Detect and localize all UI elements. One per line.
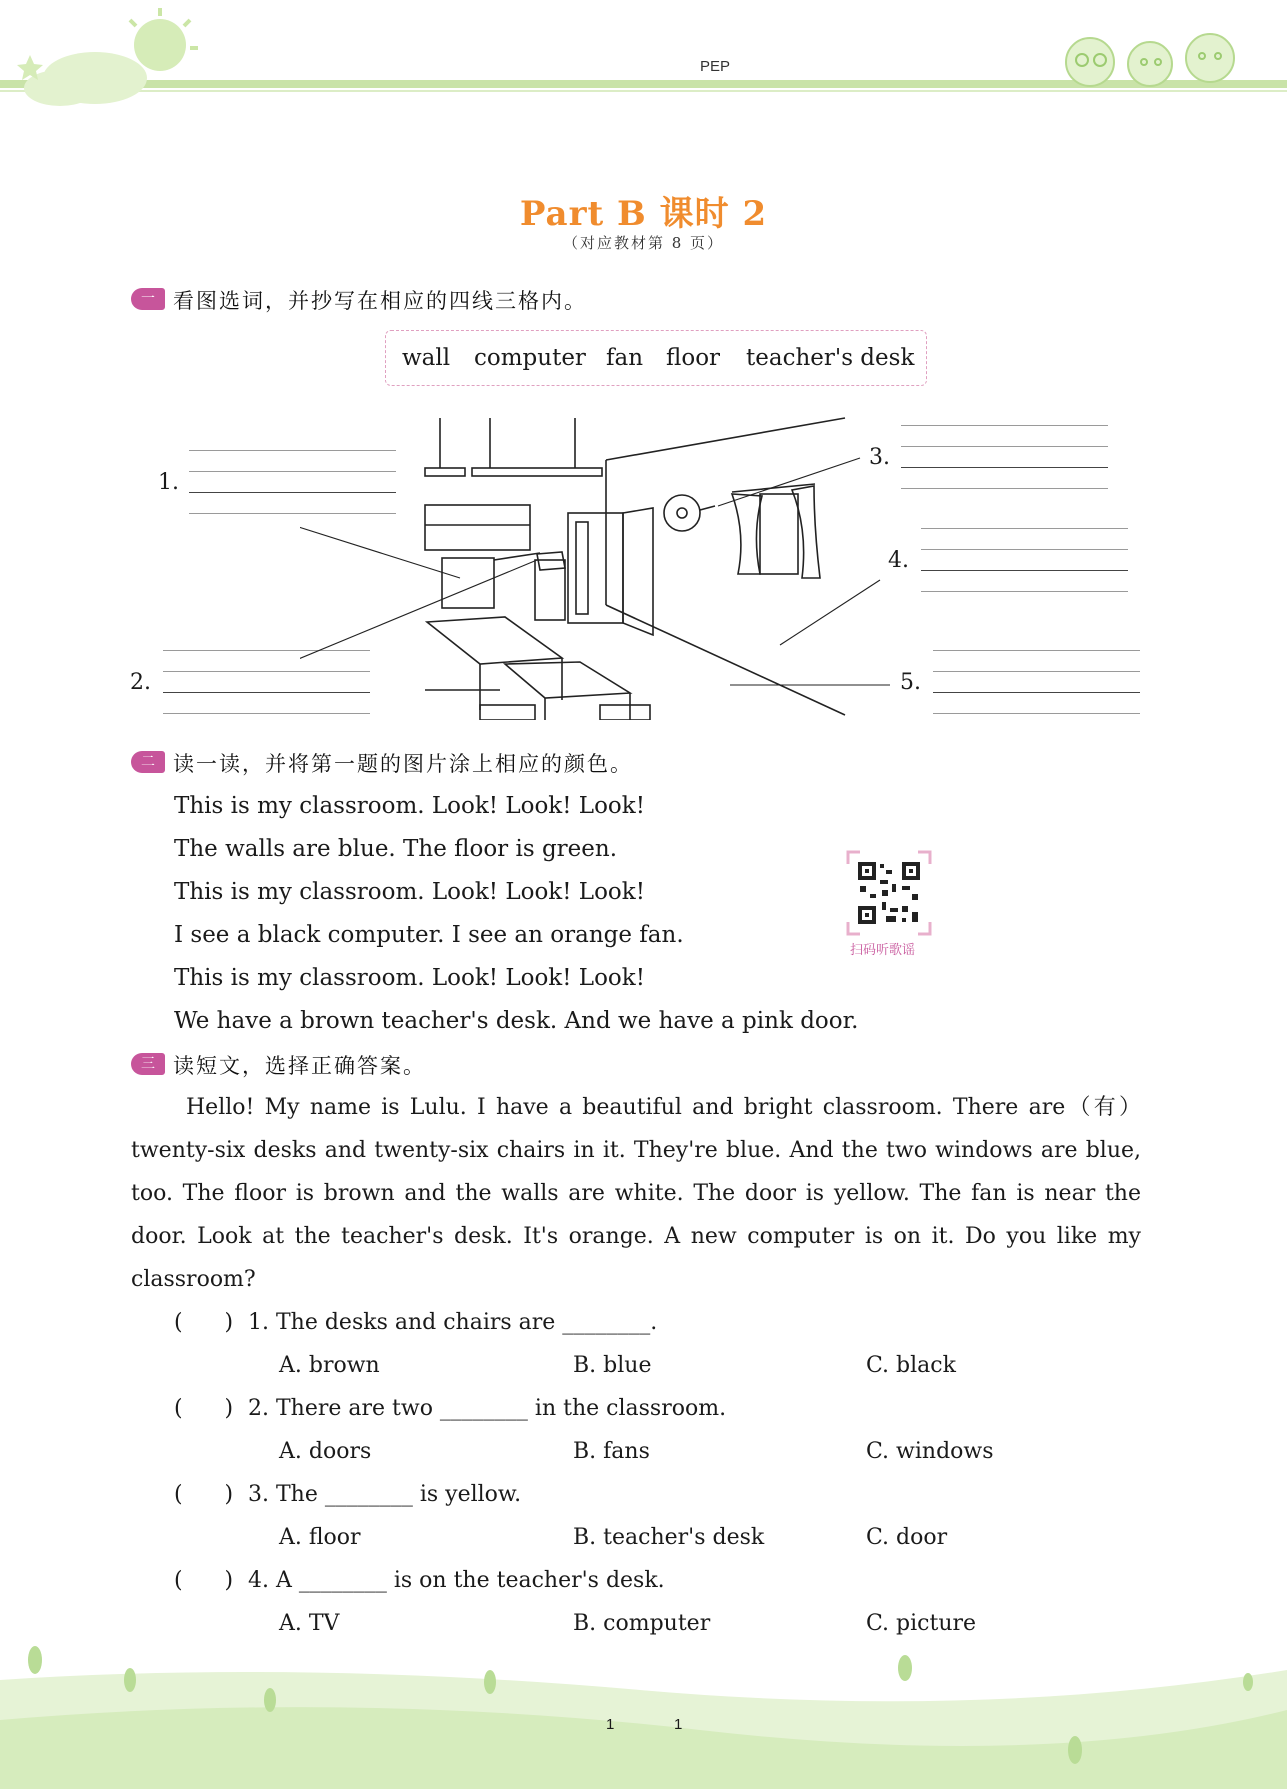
option-c[interactable]: C. windows [866, 1439, 994, 1464]
question-1 [174, 1310, 657, 1335]
classroom-illustration[interactable] [300, 410, 950, 720]
word-bank-item: floor [666, 345, 721, 371]
word-bank [385, 330, 927, 386]
animal-faces-decoration [1050, 20, 1250, 90]
option-b[interactable]: B. teacher's desk [573, 1525, 765, 1550]
page-title: Part B 课时 2 [519, 194, 768, 234]
section1-badge: 一 [131, 288, 165, 310]
section2-badge: 二 [131, 751, 165, 773]
question-stem: 2. There are two ________ in the classroom. [248, 1396, 727, 1421]
option-c[interactable]: C. black [866, 1353, 956, 1378]
chant-line: The walls are blue. The floor is green. [174, 836, 618, 862]
passage-text: Hello! My name is Lulu. I have a beautiful and bright classroom. There are（有）twenty-six desks and twenty-six chairs in it. They're blue. And the two windows are blue, too. The floor is brown and the walls are white. The door is yellow. The fan is near the door. Look at the teacher's desk. It's orange. A new computer is on it. Do you like my classroom? [131, 1095, 1141, 1292]
answer-bracket[interactable]: ( ) [174, 1310, 234, 1335]
question-2 [174, 1396, 726, 1421]
footer-landscape [0, 1640, 1287, 1789]
section2-instruction: 读一读，并将第一题的图片涂上相应的颜色。 [173, 752, 633, 776]
option-a[interactable]: A. doors [279, 1439, 372, 1464]
writing-grid-5[interactable] [933, 650, 1140, 714]
word-bank-item: computer [474, 345, 586, 371]
answer-bracket[interactable]: ( ) [174, 1396, 234, 1421]
question-stem: 4. A ________ is on the teacher's desk. [248, 1568, 665, 1593]
qr-caption: 扫码听歌谣 [850, 943, 916, 958]
word-bank-item: fan [606, 345, 644, 371]
option-a[interactable]: A. brown [279, 1353, 380, 1378]
option-b[interactable]: B. fans [573, 1439, 650, 1464]
section3-instruction: 读短文，选择正确答案。 [173, 1054, 426, 1078]
question-3 [174, 1482, 521, 1507]
section3-badge: 三 [131, 1053, 165, 1075]
option-b[interactable]: B. computer [573, 1611, 711, 1636]
reading-passage [131, 1086, 1141, 1301]
option-a[interactable]: A. floor [279, 1525, 361, 1550]
option-a[interactable]: A. TV [279, 1611, 340, 1636]
chant-line: This is my classroom. Look! Look! Look! [174, 879, 645, 905]
answer-bracket[interactable]: ( ) [174, 1568, 234, 1593]
option-c[interactable]: C. picture [866, 1611, 977, 1636]
option-c[interactable]: C. door [866, 1525, 948, 1550]
label-5: 5. [900, 670, 921, 695]
page-number-right: 1 [674, 1716, 683, 1733]
chant-line: This is my classroom. Look! Look! Look! [174, 965, 645, 991]
answer-bracket[interactable]: ( ) [174, 1482, 234, 1507]
writing-grid-4[interactable] [921, 528, 1128, 592]
label-1: 1. [158, 470, 179, 495]
series-label: PEP [700, 58, 731, 75]
page-subtitle: （对应教材第 8 页） [562, 234, 725, 252]
word-bank-item: teacher's desk [746, 345, 915, 371]
section1-instruction: 看图选词，并抄写在相应的四线三格内。 [173, 289, 587, 313]
chant-line: This is my classroom. Look! Look! Look! [174, 793, 645, 819]
label-3: 3. [869, 445, 890, 470]
chant-text [174, 785, 934, 1043]
label-4: 4. [888, 548, 909, 573]
chant-line: We have a brown teacher's desk. And we have a pink door. [174, 1008, 859, 1034]
chant-line: I see a black computer. I see an orange fan. [174, 922, 684, 948]
sun-cloud-decoration [0, 0, 220, 110]
qr-code[interactable] [846, 850, 932, 936]
label-2: 2. [130, 670, 151, 695]
page-number-left: 1 [606, 1716, 615, 1733]
question-4 [174, 1568, 665, 1593]
question-stem: 3. The ________ is yellow. [248, 1482, 522, 1507]
option-b[interactable]: B. blue [573, 1353, 652, 1378]
word-bank-item: wall [402, 345, 451, 371]
question-stem: 1. The desks and chairs are ________. [248, 1310, 658, 1335]
